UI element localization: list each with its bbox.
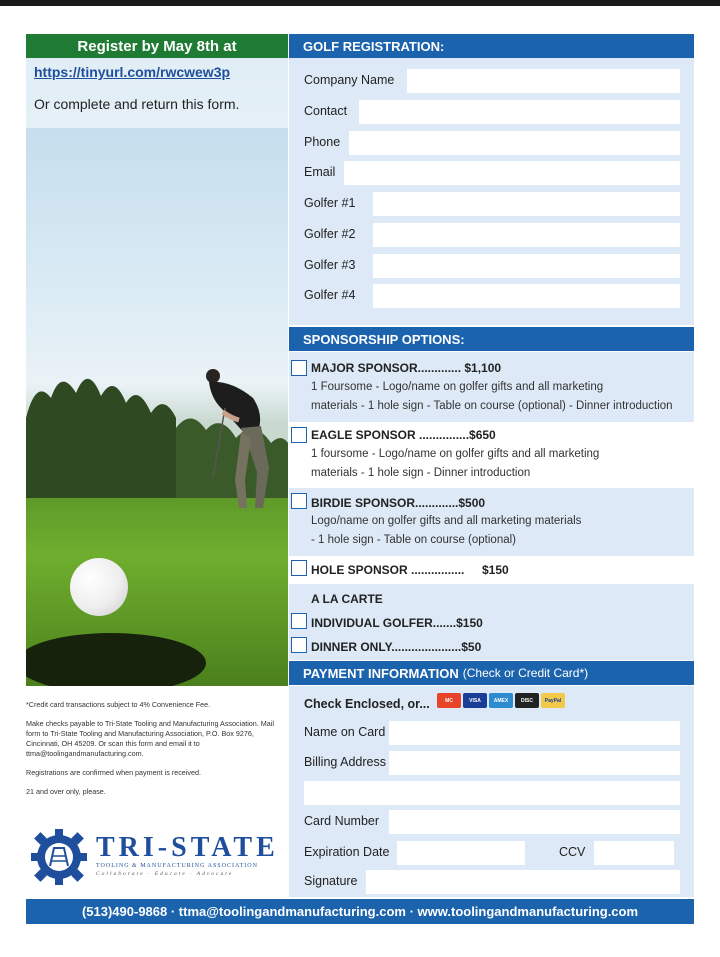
birdie-sponsor-desc: [311, 512, 691, 550]
individual-golfer-title: INDIVIDUAL GOLFER.......$150: [311, 616, 483, 630]
contact-footer: [26, 899, 694, 924]
golfer-3-label: Golfer #3: [304, 258, 356, 272]
golfer-4-field[interactable]: [373, 284, 680, 308]
eagle-sponsor-checkbox[interactable]: [291, 427, 307, 443]
mastercard-icon: MC: [437, 693, 461, 708]
dinner-only-option: [289, 634, 694, 658]
major-sponsor-desc-line2: materials - 1 hole sign - Table on course (optional) - Dinner introduction: [311, 400, 673, 412]
signature-field[interactable]: [366, 870, 680, 894]
major-sponsor-desc-line1: 1 Foursome - Logo/name on golfer gifts and all marketing: [311, 381, 604, 393]
golfer-1-row: [289, 189, 694, 217]
tri-state-logo: [30, 828, 290, 888]
card-number-label: Card Number: [304, 814, 380, 828]
email-field[interactable]: [344, 161, 680, 185]
payment-heading-sub: (Check or Credit Card*): [462, 666, 589, 680]
visa-icon: VISA: [463, 693, 487, 708]
golf-registration-heading-text: GOLF REGISTRATION:: [303, 38, 445, 54]
billing-address-row-2: [289, 778, 694, 806]
golfer-3-field[interactable]: [373, 254, 680, 278]
mail-instructions: Make checks payable to Tri-State Tooling and Manufacturing Association. Mail form to Tri-State Tooling and Manufacturing Association, P.O. Box 9276, Cincinnati, OH 45209. Or scan this form and email it to ttma@toolingandmanufacturing.com.: [26, 719, 274, 758]
card-number-field[interactable]: [389, 810, 680, 834]
name-on-card-row: [289, 718, 694, 746]
dinner-only-checkbox[interactable]: [291, 637, 307, 653]
contact-row: [289, 97, 694, 125]
ccv-label: CCV: [559, 845, 586, 859]
expiration-date-label: Expiration Date: [304, 845, 390, 859]
golf-ball: [70, 558, 128, 616]
register-banner: Register by May 8th at: [26, 34, 288, 58]
fine-print: [26, 700, 276, 806]
discover-icon: DISC: [515, 693, 539, 708]
hole-sponsor-price: $150: [482, 563, 509, 577]
birdie-sponsor-desc-line2: - 1 hole sign - Table on course (optional): [311, 534, 516, 546]
paypal-icon: PayPal: [541, 693, 565, 708]
golfer-2-label: Golfer #2: [304, 227, 356, 241]
a-la-carte-heading: A LA CARTE: [311, 592, 383, 606]
top-border: [0, 0, 720, 6]
birdie-sponsor-checkbox[interactable]: [291, 493, 307, 509]
payment-heading-text: PAYMENT INFORMATION: [303, 665, 459, 681]
golfer-1-label: Golfer #1: [304, 196, 356, 210]
payment-heading: [289, 661, 694, 685]
eagle-sponsor-title: EAGLE SPONSOR ...............$650: [311, 428, 496, 442]
hole-sponsor-title: HOLE SPONSOR ................: [311, 563, 465, 577]
billing-address-field[interactable]: [389, 751, 680, 775]
individual-golfer-checkbox[interactable]: [291, 613, 307, 629]
card-number-row: [289, 807, 694, 835]
check-enclosed-label: Check Enclosed, or...: [304, 697, 430, 711]
register-note: Or complete and return this form.: [34, 96, 240, 112]
contact-footer-text: (513)490-9868 · ttma@toolingandmanufacturing.com · www.toolingandmanufacturing.com: [81, 904, 639, 919]
company-name-field[interactable]: [407, 69, 680, 93]
major-sponsor-desc: [311, 378, 691, 416]
contact-label: Contact: [304, 104, 348, 118]
email-row: [289, 158, 694, 186]
sponsorship-heading: [289, 327, 694, 351]
age-note: 21 and over only, please.: [26, 787, 106, 796]
contact-field[interactable]: [359, 100, 680, 124]
confirmation-note: Registrations are confirmed when payment is received.: [26, 768, 201, 777]
golfer-3-row: [289, 251, 694, 279]
billing-address-field-2[interactable]: [304, 781, 680, 805]
registration-link[interactable]: https://tinyurl.com/rwcwew3p: [34, 64, 231, 80]
individual-golfer-option: [289, 610, 694, 634]
logo-subtitle: TOOLING & MANUFACTURING ASSOCIATION: [96, 863, 258, 869]
eagle-sponsor-desc-line1: 1 foursome - Logo/name on golfer gifts and all marketing: [311, 448, 600, 460]
signature-label: Signature: [304, 874, 358, 888]
birdie-sponsor-desc-line1: Logo/name on golfer gifts and all marketing materials: [311, 515, 582, 527]
major-sponsor-checkbox[interactable]: [291, 360, 307, 376]
hole-sponsor-checkbox[interactable]: [291, 560, 307, 576]
check-enclosed-row: [289, 692, 694, 720]
golfer-1-field[interactable]: [373, 192, 680, 216]
gear-icon: [30, 828, 88, 886]
golfer-4-row: [289, 281, 694, 309]
phone-row: [289, 128, 694, 156]
name-on-card-label: Name on Card: [304, 725, 386, 739]
sponsorship-heading-text: SPONSORSHIP OPTIONS:: [303, 331, 465, 347]
dinner-only-title: DINNER ONLY.....................$50: [311, 640, 482, 654]
eagle-sponsor-desc-line2: materials - 1 hole sign - Dinner introduction: [311, 467, 531, 479]
phone-label: Phone: [304, 135, 341, 149]
birdie-sponsor-option: [289, 488, 694, 556]
card-logos: [437, 693, 565, 708]
golfer-2-field[interactable]: [373, 223, 680, 247]
logo-name: TRI-STATE: [96, 832, 279, 863]
golfer-2-row: [289, 220, 694, 248]
name-on-card-field[interactable]: [389, 721, 680, 745]
major-sponsor-title: MAJOR SPONSOR............. $1,100: [311, 361, 502, 375]
company-name-label: Company Name: [304, 73, 395, 87]
expiration-date-field[interactable]: [397, 841, 525, 865]
billing-address-label: Billing Address: [304, 755, 386, 769]
signature-row: [289, 867, 694, 895]
ccv-field[interactable]: [594, 841, 674, 865]
phone-field[interactable]: [349, 131, 680, 155]
eagle-sponsor-desc: [311, 445, 691, 483]
major-sponsor-option: [289, 352, 694, 422]
golfer-graphic: [201, 368, 281, 518]
expiration-row: [289, 838, 694, 866]
golfer-4-label: Golfer #4: [304, 288, 356, 302]
eagle-sponsor-option: [289, 422, 694, 488]
golf-registration-heading: [289, 34, 694, 58]
company-name-row: [289, 66, 694, 94]
golf-photo: [26, 58, 288, 686]
amex-icon: AMEX: [489, 693, 513, 708]
birdie-sponsor-title: BIRDIE SPONSOR.............$500: [311, 496, 486, 510]
fee-note: *Credit card transactions subject to 4% Convenience Fee.: [26, 700, 211, 709]
email-label: Email: [304, 165, 336, 179]
billing-address-row: [289, 748, 694, 776]
logo-tagline: Collaborate · Educate · Advocate: [96, 871, 234, 877]
hole-sponsor-option: [289, 556, 694, 584]
